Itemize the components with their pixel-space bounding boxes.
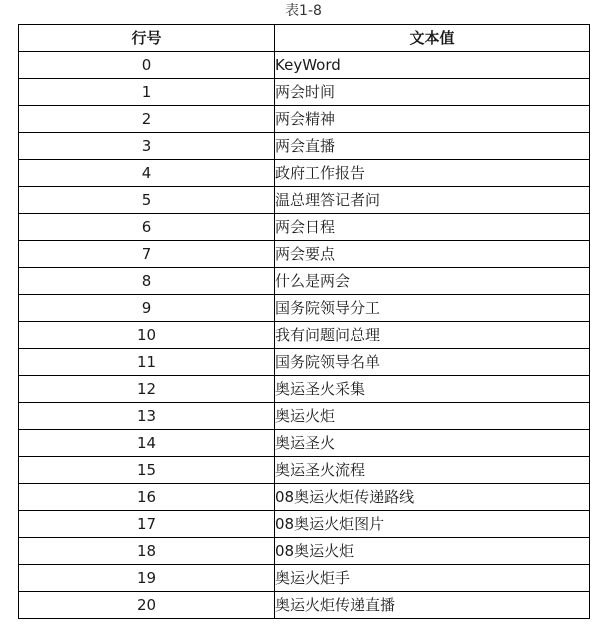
text-value-cell: 奥运火炬: [275, 403, 590, 430]
row-number-cell: 19: [19, 565, 275, 592]
text-value-cell: 两会时间: [275, 79, 590, 106]
table-row: [19, 592, 590, 619]
header-text-value: 文本值: [275, 25, 590, 52]
text-value-cell: 奥运火炬手: [275, 565, 590, 592]
data-table: [18, 24, 590, 619]
text-value-cell: 奥运圣火流程: [275, 457, 590, 484]
text-value-cell: 奥运圣火: [275, 430, 590, 457]
row-number-cell: 16: [19, 484, 275, 511]
table-row: [19, 79, 590, 106]
row-number-cell: 4: [19, 160, 275, 187]
table-caption: 表1-8: [285, 3, 322, 19]
table-row: [19, 565, 590, 592]
text-value-cell: 什么是两会: [275, 268, 590, 295]
text-value-cell: 两会日程: [275, 214, 590, 241]
row-number-cell: 10: [19, 322, 275, 349]
table-row: [19, 241, 590, 268]
row-number-cell: 0: [19, 52, 275, 79]
row-number-cell: 2: [19, 106, 275, 133]
table-row: [19, 511, 590, 538]
table-row: [19, 187, 590, 214]
table-body: [19, 52, 590, 619]
row-number-cell: 13: [19, 403, 275, 430]
row-number-cell: 8: [19, 268, 275, 295]
text-value-cell: 奥运圣火采集: [275, 376, 590, 403]
table-row: [19, 349, 590, 376]
text-value-cell: KeyWord: [275, 52, 590, 79]
table-header-row: [19, 25, 590, 52]
row-number-cell: 5: [19, 187, 275, 214]
row-number-cell: 11: [19, 349, 275, 376]
row-number-cell: 12: [19, 376, 275, 403]
row-number-cell: 6: [19, 214, 275, 241]
row-number-cell: 3: [19, 133, 275, 160]
table-row: [19, 133, 590, 160]
row-number-cell: 7: [19, 241, 275, 268]
text-value-cell: 政府工作报告: [275, 160, 590, 187]
table-row: [19, 268, 590, 295]
text-value-cell: 我有问题问总理: [275, 322, 590, 349]
table-row: [19, 376, 590, 403]
text-value-cell: 两会直播: [275, 133, 590, 160]
text-value-cell: 国务院领导分工: [275, 295, 590, 322]
text-value-cell: 两会精神: [275, 106, 590, 133]
row-number-cell: 14: [19, 430, 275, 457]
text-value-cell: 08奥运火炬传递路线: [275, 484, 590, 511]
table-row: [19, 538, 590, 565]
table-row: [19, 106, 590, 133]
row-number-cell: 15: [19, 457, 275, 484]
row-number-cell: 18: [19, 538, 275, 565]
text-value-cell: 08奥运火炬: [275, 538, 590, 565]
text-value-cell: 国务院领导名单: [275, 349, 590, 376]
table-row: [19, 322, 590, 349]
row-number-cell: 1: [19, 79, 275, 106]
row-number-cell: 17: [19, 511, 275, 538]
text-value-cell: 08奥运火炬图片: [275, 511, 590, 538]
row-number-cell: 20: [19, 592, 275, 619]
text-value-cell: 奥运火炬传递直播: [275, 592, 590, 619]
row-number-cell: 9: [19, 295, 275, 322]
text-value-cell: 温总理答记者问: [275, 187, 590, 214]
table-row: [19, 295, 590, 322]
text-value-cell: 两会要点: [275, 241, 590, 268]
table-row: [19, 214, 590, 241]
table-row: [19, 484, 590, 511]
table-row: [19, 457, 590, 484]
table-row: [19, 403, 590, 430]
table-row: [19, 52, 590, 79]
table-row: [19, 430, 590, 457]
table-row: [19, 160, 590, 187]
header-row-number: 行号: [19, 25, 275, 52]
